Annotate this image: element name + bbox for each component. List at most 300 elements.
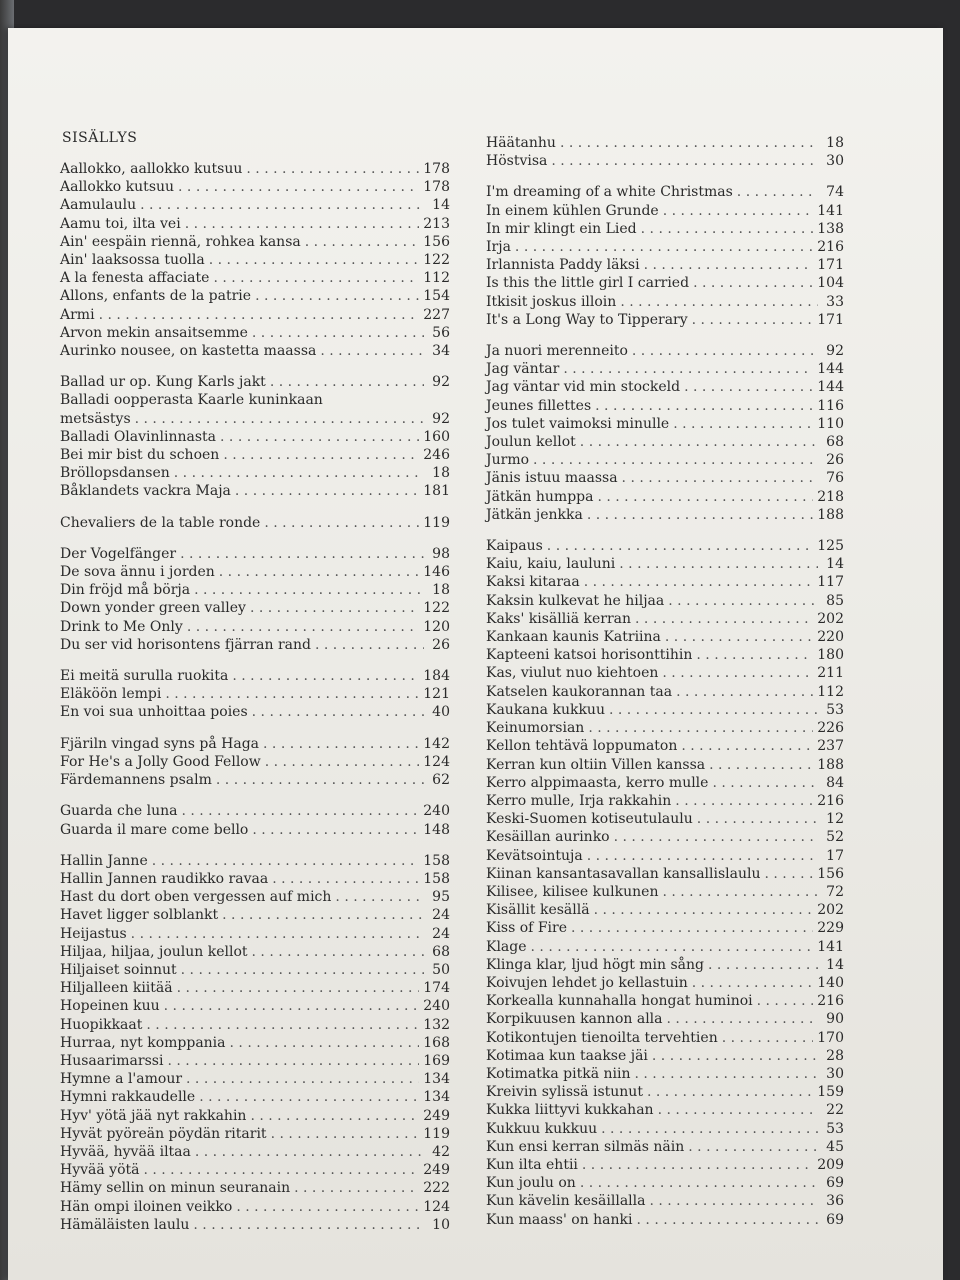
entry-title: Armi: [60, 306, 95, 323]
dot-leader: [634, 1065, 818, 1083]
dot-leader: [708, 956, 818, 974]
index-entry: [486, 451, 844, 469]
index-letter-group: [60, 373, 450, 500]
entry-title: Fjäriln vingad syns på Haga: [60, 735, 260, 752]
entry-title: Hopeinen kuu: [60, 998, 160, 1015]
entry-title: Du ser vid horisontens fjärran rand: [60, 636, 311, 653]
dot-leader: [757, 992, 814, 1010]
entry-title: A la fenesta affaciate: [60, 270, 210, 287]
entry-page-number: 158: [423, 852, 450, 869]
entry-page-number: 69: [826, 1175, 844, 1192]
entry-page-number: 119: [423, 514, 450, 531]
entry-page-number: 92: [432, 410, 450, 427]
entry-title: Joulun kellot: [486, 434, 576, 451]
dot-leader: [560, 134, 818, 152]
entry-title: I'm dreaming of a white Christmas: [486, 184, 733, 201]
dot-leader: [219, 563, 419, 581]
index-entry: [486, 865, 844, 883]
index-entry: [486, 1083, 844, 1101]
entry-page-number: 146: [423, 564, 450, 581]
entry-page-number: 53: [826, 701, 844, 718]
index-entry: [60, 563, 450, 581]
index-entry: [60, 802, 450, 820]
dot-leader: [320, 342, 424, 360]
index-entry: [60, 821, 450, 839]
entry-page-number: 112: [817, 683, 844, 700]
dot-leader: [697, 810, 818, 828]
dot-leader: [681, 737, 813, 755]
entry-page-number: 218: [817, 488, 844, 505]
dot-leader: [515, 238, 813, 256]
index-entry: [60, 482, 450, 500]
dot-leader: [177, 979, 420, 997]
index-entry: [60, 287, 450, 305]
entry-title: Kankaan kaunis Katriina: [486, 629, 661, 646]
index-letter-group: [60, 735, 450, 790]
dot-leader: [649, 1192, 818, 1210]
index-entry: [60, 636, 450, 654]
dot-leader: [252, 821, 419, 839]
dot-leader: [223, 446, 419, 464]
index-entry: [60, 514, 450, 532]
entry-page-number: 95: [432, 889, 450, 906]
dot-leader: [582, 1156, 813, 1174]
entry-page-number: 18: [826, 135, 844, 151]
entry-page-number: 76: [826, 470, 844, 487]
index-letter-group: [486, 134, 844, 170]
index-entry: [60, 1107, 450, 1125]
index-entry: [486, 847, 844, 865]
entry-title: Hast du dort oben vergessen auf mich: [60, 889, 332, 906]
index-entry: [60, 178, 450, 196]
index-entry: [60, 667, 450, 685]
dot-leader: [709, 756, 813, 774]
entry-title: metsästys: [60, 410, 131, 427]
index-entry: [486, 1065, 844, 1083]
entry-page-number: 220: [817, 629, 844, 646]
entry-page-number: 158: [423, 870, 450, 887]
dot-leader: [620, 293, 818, 311]
dot-leader: [252, 943, 424, 961]
index-entry: [60, 599, 450, 617]
entry-title: Korkealla kunnahalla hongat huminoi: [486, 993, 753, 1010]
dot-leader: [335, 888, 424, 906]
entry-page-number: 122: [423, 600, 450, 617]
dot-leader: [712, 774, 818, 792]
dot-leader: [252, 324, 424, 342]
dot-leader: [230, 1034, 420, 1052]
dot-leader: [641, 220, 814, 238]
dot-leader: [152, 852, 420, 870]
index-entry: [60, 391, 450, 409]
entry-page-number: 188: [817, 506, 844, 523]
entry-title: Aamulaulu: [60, 197, 137, 214]
index-entry: [60, 979, 450, 997]
index-entry: [486, 488, 844, 506]
index-entry: [60, 771, 450, 789]
dot-leader: [181, 802, 419, 820]
entry-page-number: 24: [432, 925, 450, 942]
index-entry: [486, 792, 844, 810]
dot-leader: [663, 202, 814, 220]
entry-title: Huopikkaat: [60, 1016, 143, 1033]
entry-page-number: 188: [817, 756, 844, 773]
index-entry: [486, 610, 844, 628]
entry-title: Kun ilta ehtii: [486, 1156, 578, 1173]
dot-leader: [601, 1120, 818, 1138]
index-entry: [486, 433, 844, 451]
index-entry: [60, 1088, 450, 1106]
entry-title: In mir klingt ein Lied: [486, 220, 637, 237]
dot-leader: [588, 719, 813, 737]
entry-page-number: 178: [423, 161, 450, 177]
entry-title: Jätkän humppa: [486, 488, 594, 505]
dot-leader: [272, 870, 419, 888]
index-entry: [60, 1143, 450, 1161]
dot-leader: [235, 482, 419, 500]
index-entry: [486, 469, 844, 487]
index-entry: [486, 1120, 844, 1138]
entry-title: Kellon tehtävä loppumaton: [486, 738, 678, 755]
entry-page-number: 34: [432, 343, 450, 360]
entry-title: Bröllopsdansen: [60, 465, 170, 482]
index-entry: [486, 956, 844, 974]
entry-page-number: 156: [423, 233, 450, 250]
entry-title: Ballad ur op. Kung Karls jakt: [60, 374, 266, 391]
dot-leader: [220, 428, 419, 446]
entry-title: Hiljalleen kiitää: [60, 980, 173, 997]
index-entry: [486, 974, 844, 992]
entry-title: Kukka liittyvi kukkahan: [486, 1102, 654, 1119]
entry-page-number: 134: [423, 1089, 450, 1106]
dot-leader: [684, 378, 813, 396]
entry-page-number: 112: [423, 270, 450, 287]
entry-page-number: 216: [817, 993, 844, 1010]
entry-page-number: 159: [817, 1084, 844, 1101]
entry-title: Havet ligger solblankt: [60, 907, 219, 924]
index-entry: [486, 774, 844, 792]
entry-title: Hän ompi iloinen veikko: [60, 1198, 233, 1215]
dot-leader: [662, 664, 813, 682]
index-entry: [60, 251, 450, 269]
index-entry: [60, 753, 450, 771]
index-entry: [60, 545, 450, 563]
entry-title: Irja: [486, 239, 511, 256]
index-entry: [486, 342, 844, 360]
entry-page-number: 119: [423, 1125, 450, 1142]
dot-leader: [597, 488, 813, 506]
index-entry: [486, 1174, 844, 1192]
index-entry: [60, 1179, 450, 1197]
entry-page-number: 148: [423, 821, 450, 838]
dot-leader: [551, 152, 818, 170]
dot-leader: [722, 1029, 814, 1047]
index-entry: [486, 646, 844, 664]
entry-title: Hymne a l'amour: [60, 1071, 183, 1088]
dot-leader: [632, 342, 818, 360]
entry-page-number: 211: [817, 665, 844, 682]
entry-page-number: 227: [423, 306, 450, 323]
entry-page-number: 53: [826, 1120, 844, 1137]
index-entry: [60, 1125, 450, 1143]
entry-title: Jag väntar vid min stockeld: [486, 379, 681, 396]
entry-title: Kun kävelin kesäillalla: [486, 1193, 646, 1210]
entry-page-number: 56: [432, 324, 450, 341]
index-letter-group: [60, 160, 450, 360]
dot-leader: [644, 256, 814, 274]
index-entry: [60, 1198, 450, 1216]
entry-title: Hyv' yötä jää nyt rakkahin: [60, 1107, 247, 1124]
entry-page-number: 240: [423, 998, 450, 1015]
dot-leader: [533, 451, 818, 469]
dot-leader: [584, 573, 814, 591]
entry-title: Der Vogelfänger: [60, 545, 177, 562]
entry-title: Jos tulet vaimoksi minulle: [486, 415, 670, 432]
entry-page-number: 141: [817, 202, 844, 219]
entry-page-number: 10: [432, 1216, 450, 1233]
dot-leader: [250, 599, 419, 617]
index-groups-right: [486, 134, 844, 1229]
index-entry: [486, 311, 844, 329]
entry-page-number: 121: [423, 686, 450, 703]
index-entry: [486, 397, 844, 415]
entry-page-number: 178: [423, 179, 450, 196]
entry-title: En voi sua unhoittaa poies: [60, 704, 248, 721]
entry-page-number: 68: [432, 943, 450, 960]
entry-title: Korpikuusen kannon alla: [486, 1011, 663, 1028]
index-letter-group: [60, 514, 450, 532]
entry-page-number: 174: [423, 980, 450, 997]
entry-page-number: 222: [423, 1180, 450, 1197]
dot-leader: [571, 919, 813, 937]
entry-title: Höstvisa: [486, 153, 548, 170]
dot-leader: [667, 1010, 818, 1028]
entry-page-number: 216: [817, 239, 844, 256]
entry-title: Kesäillan aurinko: [486, 829, 610, 846]
dot-leader: [580, 433, 818, 451]
entry-page-number: 45: [826, 1138, 844, 1155]
entry-title: Klage: [486, 938, 527, 955]
entry-page-number: 156: [817, 865, 844, 882]
dot-leader: [662, 883, 818, 901]
index-entry: [60, 410, 450, 428]
entry-title: Jag väntar: [486, 361, 560, 378]
dot-leader: [194, 581, 424, 599]
entry-page-number: 124: [423, 753, 450, 770]
dot-leader: [199, 1088, 419, 1106]
dot-leader: [688, 1138, 818, 1156]
entry-page-number: 84: [826, 774, 844, 791]
dot-leader: [673, 415, 813, 433]
dot-leader: [658, 1101, 818, 1119]
entry-title: Kilisee, kilisee kulkunen: [486, 883, 659, 900]
entry-page-number: 181: [423, 483, 450, 500]
index-entry: [60, 581, 450, 599]
dot-leader: [209, 251, 420, 269]
entry-title: Hiljaa, hiljaa, joulun kellot: [60, 943, 248, 960]
dot-leader: [637, 1211, 818, 1229]
entry-title: Arvon mekin ansaitsemme: [60, 324, 248, 341]
index-entry: [60, 306, 450, 324]
dot-leader: [131, 925, 424, 943]
index-entry: [486, 628, 844, 646]
entry-title: Keski-Suomen kotiseutulaulu: [486, 811, 693, 828]
entry-title: Hymni rakkaudelle: [60, 1089, 196, 1106]
entry-page-number: 90: [826, 1011, 844, 1028]
index-groups-left: [60, 160, 450, 1234]
index-entry: [60, 373, 450, 391]
entry-title: Kreivin sylissä istunut: [486, 1084, 643, 1101]
index-entry: [60, 1052, 450, 1070]
index-entry: [60, 1016, 450, 1034]
index-entry: [486, 555, 844, 573]
entry-title: Kiss of Fire: [486, 920, 567, 937]
index-entry: [486, 1010, 844, 1028]
dot-leader: [531, 938, 814, 956]
index-entry: [486, 901, 844, 919]
index-entry: [486, 664, 844, 682]
index-entry: [486, 1029, 844, 1047]
entry-title: Katselen kaukorannan taa: [486, 683, 673, 700]
dot-leader: [222, 906, 424, 924]
entry-page-number: 202: [817, 902, 844, 919]
dot-leader: [195, 1143, 424, 1161]
index-letter-group: [60, 802, 450, 838]
index-entry: [486, 415, 844, 433]
index-entry: [60, 342, 450, 360]
index-entry: [60, 196, 450, 214]
dot-leader: [271, 1125, 420, 1143]
entry-page-number: 92: [432, 374, 450, 391]
entry-title: Kaks' kisälliä kerran: [486, 610, 632, 627]
entry-title: Heijastus: [60, 925, 127, 942]
index-entry: [486, 1192, 844, 1210]
index-entry: [60, 269, 450, 287]
index-entry: [486, 701, 844, 719]
dot-leader: [595, 397, 813, 415]
dot-leader: [181, 961, 424, 979]
index-entry: [60, 997, 450, 1015]
index-entry: [60, 233, 450, 251]
index-entry: [486, 992, 844, 1010]
entry-title: Drink to Me Only: [60, 618, 183, 635]
entry-page-number: 33: [826, 293, 844, 310]
entry-title: Din fröjd må börja: [60, 582, 191, 599]
entry-title: Kaukana kukkuu: [486, 701, 605, 718]
dot-leader: [213, 269, 419, 287]
index-letter-group: [486, 342, 844, 524]
entry-title: Ei meitä surulla ruokita: [60, 668, 229, 685]
entry-title: Aurinko nousee, on kastetta maassa: [60, 343, 317, 360]
dot-leader: [693, 274, 813, 292]
entry-title: Hämäläisten laulu: [60, 1216, 190, 1233]
index-entry: [60, 446, 450, 464]
dot-leader: [652, 1047, 818, 1065]
dot-leader: [665, 628, 813, 646]
dot-leader: [622, 469, 818, 487]
entry-page-number: 52: [826, 829, 844, 846]
entry-title: Kerro alppimaasta, kerro mulle: [486, 774, 709, 791]
entry-page-number: 40: [432, 704, 450, 721]
entry-page-number: 229: [817, 920, 844, 937]
entry-title: Itkisit joskus illoin: [486, 293, 617, 310]
entry-page-number: 26: [826, 452, 844, 469]
index-entry: [486, 883, 844, 901]
index-entry: [60, 464, 450, 482]
entry-page-number: 171: [817, 311, 844, 328]
index-entry: [60, 888, 450, 906]
book-page: [8, 28, 943, 1280]
entry-page-number: 141: [817, 938, 844, 955]
index-entry: [60, 1070, 450, 1088]
entry-title: Eläköön lempi: [60, 686, 162, 703]
entry-page-number: 12: [826, 811, 844, 828]
index-entry: [486, 537, 844, 555]
dot-leader: [167, 1052, 419, 1070]
dot-leader: [614, 828, 818, 846]
entry-page-number: 154: [423, 288, 450, 305]
index-entry: [60, 685, 450, 703]
entry-title: Kerro mulle, Irja rakkahin: [486, 792, 672, 809]
entry-title: Keinumorsian: [486, 720, 585, 737]
dot-leader: [99, 306, 420, 324]
dot-leader: [587, 506, 813, 524]
entry-title: Kaksi kitaraa: [486, 574, 580, 591]
index-entry: [60, 215, 450, 233]
index-entry: [60, 1161, 450, 1179]
entry-title: Kas, viulut nuo kiehtoen: [486, 665, 659, 682]
index-column-right: [486, 134, 844, 1242]
entry-page-number: 226: [817, 720, 844, 737]
entry-page-number: 249: [423, 1107, 450, 1124]
dot-leader: [146, 1016, 419, 1034]
entry-title: Kotikontujen tienoilta tervehtien: [486, 1029, 718, 1046]
entry-page-number: 202: [817, 610, 844, 627]
dot-leader: [186, 1070, 419, 1088]
entry-page-number: 62: [432, 772, 450, 789]
entry-page-number: 184: [423, 668, 450, 685]
entry-title: Chevaliers de la table ronde: [60, 514, 261, 531]
dot-leader: [647, 1083, 813, 1101]
dot-leader: [264, 514, 419, 532]
index-entry: [60, 1216, 450, 1234]
entry-page-number: 213: [423, 215, 450, 232]
entry-page-number: 180: [817, 647, 844, 664]
entry-page-number: 14: [432, 197, 450, 214]
entry-page-number: 168: [423, 1034, 450, 1051]
index-entry: [486, 919, 844, 937]
dot-leader: [675, 792, 813, 810]
entry-title: Balladi oopperasta Kaarle kuninkaan: [60, 392, 323, 409]
index-letter-group: [60, 852, 450, 1234]
index-entry: [60, 324, 450, 342]
dot-leader: [246, 160, 419, 178]
index-entry: [486, 938, 844, 956]
index-letter-group: [60, 545, 450, 654]
entry-title: Koivujen lehdet jo kellastuin: [486, 974, 688, 991]
entry-title: Kevätsointuja: [486, 847, 583, 864]
index-letter-group: [60, 667, 450, 722]
index-entry: [486, 256, 844, 274]
dot-leader: [174, 464, 424, 482]
entry-page-number: 134: [423, 1071, 450, 1088]
index-entry: [60, 943, 450, 961]
entry-page-number: 116: [817, 397, 844, 414]
dot-leader: [236, 1198, 419, 1216]
index-letter-group: [486, 183, 844, 329]
index-entry: [486, 1138, 844, 1156]
entry-page-number: 14: [826, 556, 844, 573]
